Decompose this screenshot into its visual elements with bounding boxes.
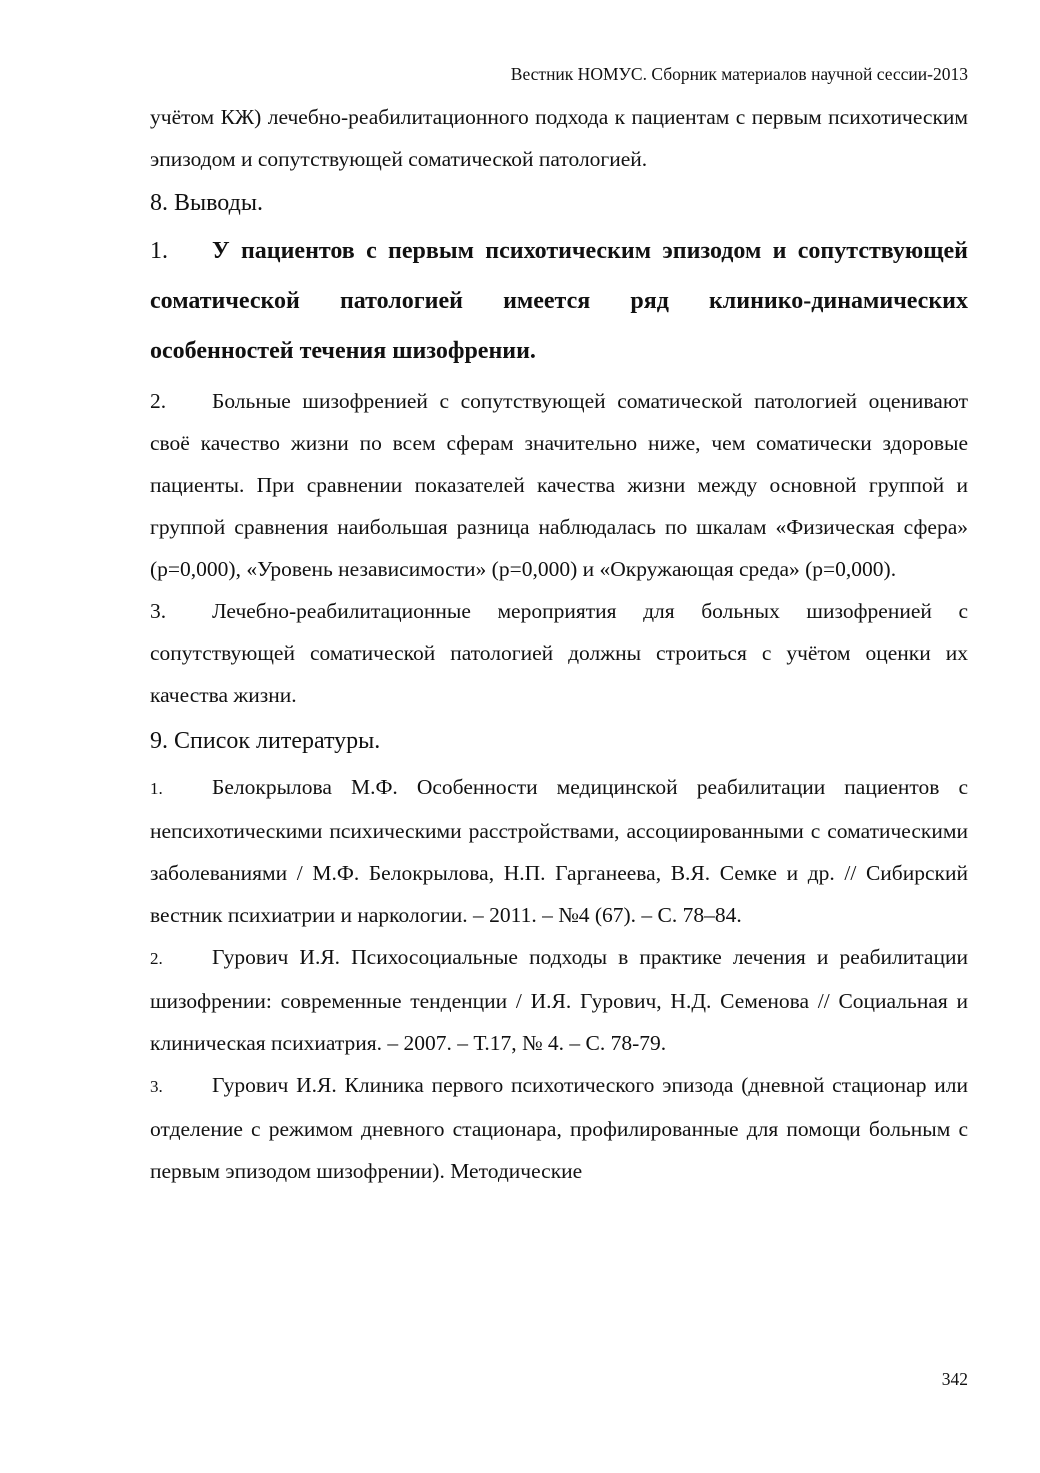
conclusion-number: 1.	[150, 238, 168, 264]
conclusion-text: Больные шизофренией с сопутствующей соматической патологией оценивают своё качество жизни по всем сферам значительно ниже, чем соматически здоровые пациенты. При сравнении показателей качества жизни между основной группой и группой сравнения наибольшая разница наблюдалась по шкалам «Физическая сфера» (р=0,000), «Уровень независимости» (р=0,000) и «Окружающая среда» (р=0,000).	[150, 389, 968, 581]
intro-paragraph: учётом КЖ) лечебно-реабилитационного подхода к пациентам с первым психотическим эпизодом и сопутствующей соматической патологией.	[150, 105, 968, 171]
conclusion-number: 3.	[150, 599, 167, 623]
reference-text: Гурович И.Я. Психосоциальные подходы в практике лечения и реабилитации шизофрении: современные тенденции / И.Я. Гурович, Н.Д. Семенова // Социальная и клиническая психиатрия. – 2007. – Т.17, № 4. – С. 78-79.	[150, 945, 968, 1055]
reference-number: 1.	[150, 779, 163, 798]
page-content	[150, 96, 968, 1192]
reference-text: Белокрылова М.Ф. Особенности медицинской реабилитации пациентов с непсихотическими психическими расстройствами, ассоциированными с соматическими заболеваниями / М.Ф. Белокрылова, Н.П. Гарганеева, В.Я. Семке и др. // Сибирский вестник психиатрии и наркологии. – 2011. – №4 (67). – С. 78–84.	[150, 775, 968, 927]
page-number: 342	[941, 1369, 968, 1389]
running-header: Вестник НОМУС. Сборник материалов научной сессии-2013	[510, 64, 968, 84]
conclusion-item	[150, 226, 968, 376]
conclusion-number: 2.	[150, 389, 167, 413]
reference-item	[150, 1064, 968, 1192]
reference-number: 2.	[150, 949, 163, 968]
reference-number: 3.	[150, 1077, 163, 1096]
reference-text: Гурович И.Я. Клиника первого психотического эпизода (дневной стационар или отделение с режимом дневного стационара, профилированные для помощи больным с первым эпизодом шизофрении). Методические	[150, 1073, 968, 1183]
reference-item	[150, 766, 968, 936]
conclusion-text: Лечебно-реабилитационные мероприятия для больных шизофренией с сопутствующей соматической патологией должны строиться с учётом оценки их качества жизни.	[150, 599, 968, 707]
conclusion-item	[150, 590, 968, 716]
references-heading: 9. Список литературы.	[150, 728, 381, 754]
reference-item	[150, 936, 968, 1064]
conclusions-heading: 8. Выводы.	[150, 190, 263, 216]
conclusion-text: У пациентов с первым психотическим эпизодом и сопутствующей соматической патологией имеется ряд клинико-динамических особенностей течения шизофрении.	[150, 238, 968, 364]
conclusion-item	[150, 380, 968, 590]
